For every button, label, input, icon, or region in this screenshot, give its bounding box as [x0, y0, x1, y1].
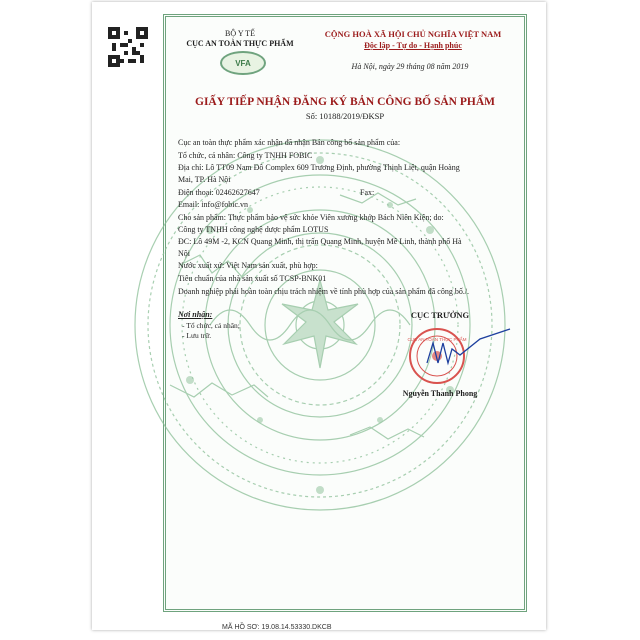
registration-number: Số: 10188/2019/ĐKSP: [305, 111, 385, 121]
address-line-2: Mai, TP. Hà Nội: [178, 175, 231, 184]
manufacturer-address-1: ĐC: Lô 49M -2, KCN Quang Minh, thị trấn Quang Minh, huyện Mê Linh, thành phố Hà: [178, 237, 462, 246]
place-date: Hà Nội, ngày 29 tháng 08 năm 2019: [351, 62, 469, 71]
product-line-2: Công ty TNHH công nghệ dược phẩm LOTUS: [178, 225, 329, 234]
ministry-name: BỘ Y TẾ: [225, 29, 255, 38]
logo-text: VFA: [235, 59, 251, 68]
document-title: GIẤY TIẾP NHẬN ĐĂNG KÝ BẢN CÔNG BỐ SẢN PHẨM: [195, 96, 495, 108]
dossier-code: MÃ HỒ SƠ: 19.08.14.53330.DKCB: [222, 624, 332, 631]
qr-code-icon: [108, 27, 148, 67]
fax: Fax:: [360, 188, 375, 197]
product-line-1: Cho sản phẩm: Thực phẩm bảo vệ sức khỏe Viên xương khớp Bách Niên Kiện; do:: [178, 213, 444, 222]
responsibility: Doanh nghiệp phải hoàn toàn chịu trách nhiệm về tính phù hợp của sản phẩm đã công bố./.: [178, 287, 470, 296]
phone: Điện thoại: 02462627647: [178, 188, 260, 197]
signer-name: Nguyễn Thanh Phong: [402, 389, 478, 398]
origin: Nước xuất xứ: Việt Nam sản xuất, phù hợp:: [178, 261, 318, 270]
recipient-item: - Tổ chức, cá nhân;: [182, 321, 240, 330]
confirmation-line: Cục an toàn thực phẩm xác nhận đã nhận Bản công bố sản phẩm của:: [178, 138, 401, 147]
manufacturer-address-2: Nội: [178, 249, 190, 258]
official-seal-icon: [405, 325, 525, 387]
nation-title: CỘNG HOÀ XÃ HỘI CHỦ NGHĨA VIỆT NAM: [324, 29, 502, 39]
organization: Tổ chức, cá nhân: Công ty TNHH FOBIC: [178, 151, 313, 160]
recipient-item: - Lưu trữ.: [182, 331, 212, 340]
recipients-label: Nơi nhận:: [178, 310, 213, 319]
standard: Tiêu chuẩn của nhà sản xuất số TCSP-BNK01: [178, 274, 327, 283]
signature-icon: [427, 329, 510, 363]
vfa-logo-icon: [220, 51, 266, 75]
national-motto: Độc lập - Tự do - Hạnh phúc: [364, 41, 462, 50]
seal-text: CỤC AN TOÀN THỰC PHẨM: [407, 337, 467, 342]
email: Email: info@fobic.vn: [178, 200, 249, 209]
signer-role: CỤC TRƯỞNG: [410, 310, 470, 320]
address-line-1: Địa chỉ: Lô TT09 Nam Đô Complex 609 Trương Định, phường Thịnh Liệt, quận Hoàng: [178, 163, 460, 172]
agency-name: CỤC AN TOÀN THỰC PHẨM: [186, 39, 294, 48]
